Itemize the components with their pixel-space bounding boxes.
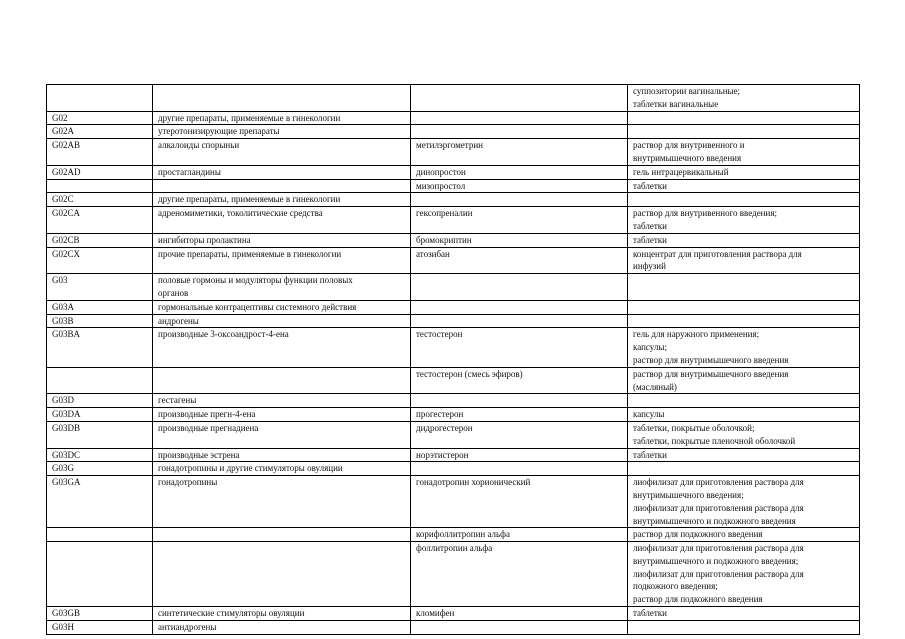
dosage-forms-cell: [628, 367, 860, 394]
atc-group-cell: гормональные контрацептивы системного действия: [153, 300, 411, 314]
dosage-forms-cell: [628, 421, 860, 448]
atc-code-cell: [47, 528, 153, 542]
atc-group-cell: [153, 274, 411, 301]
drug-name-cell: прогестерон: [411, 408, 628, 422]
drug-name-cell: мизопростол: [411, 179, 628, 193]
dosage-forms-cell: капсулы: [628, 408, 860, 422]
table-row: [47, 528, 860, 542]
dosage-forms-cell: [628, 85, 860, 112]
dosage-forms-cell: [628, 274, 860, 301]
atc-group-cell: алкалоиды спорыньи: [153, 139, 411, 166]
drug-name-cell: атозибан: [411, 247, 628, 274]
dosage-forms-cell: [628, 125, 860, 139]
dosage-forms-cell: [628, 476, 860, 528]
table-row: [47, 421, 860, 448]
table-row: [47, 111, 860, 125]
drug-name-cell: гексопреналин: [411, 207, 628, 234]
atc-code-cell: [47, 179, 153, 193]
atc-code-cell: G02A: [47, 125, 153, 139]
atc-group-cell: [153, 528, 411, 542]
table-row: [47, 193, 860, 207]
atc-code-cell: [47, 542, 153, 607]
table-row: [47, 408, 860, 422]
atc-group-cell: [153, 367, 411, 394]
table-row: [47, 165, 860, 179]
table-row: [47, 620, 860, 634]
drug-name-cell: метилэргометрин: [411, 139, 628, 166]
table-row: [47, 542, 860, 607]
cell-text-line: капсулы;: [633, 342, 667, 353]
atc-group-cell: андрогены: [153, 314, 411, 328]
drug-name-cell: [411, 300, 628, 314]
atc-group-cell: утеротонизирующие препараты: [153, 125, 411, 139]
table-body: [47, 85, 860, 635]
atc-code-cell: G02CB: [47, 233, 153, 247]
cell-text-line: концентрат для приготовления раствора для: [633, 248, 802, 259]
atc-code-cell: G03B: [47, 314, 153, 328]
drug-name-cell: [411, 314, 628, 328]
cell-text-line: таблетки вагинальные: [633, 98, 719, 109]
atc-code-cell: [47, 85, 153, 112]
atc-code-cell: G02CA: [47, 207, 153, 234]
atc-code-cell: [47, 367, 153, 394]
atc-group-cell: синтетические стимуляторы овуляции: [153, 607, 411, 621]
drug-name-cell: [411, 394, 628, 408]
atc-group-cell: гонадотропины и другие стимуляторы овуляции: [153, 462, 411, 476]
atc-code-cell: G03G: [47, 462, 153, 476]
atc-group-cell: [153, 85, 411, 112]
atc-group-cell: производные 3-оксоандрост-4-ена: [153, 328, 411, 367]
atc-group-cell: производные прегн-4-ена: [153, 408, 411, 422]
table-row: [47, 139, 860, 166]
atc-group-cell: гонадотропины: [153, 476, 411, 528]
table-row: [47, 328, 860, 367]
cell-text-line: (масляный): [633, 381, 677, 392]
atc-group-cell: адреномиметики, токолитические средства: [153, 207, 411, 234]
drug-name-cell: тестостерон: [411, 328, 628, 367]
dosage-forms-cell: [628, 300, 860, 314]
atc-group-cell: производные прегнадиена: [153, 421, 411, 448]
dosage-forms-cell: [628, 462, 860, 476]
drug-name-cell: [411, 462, 628, 476]
cell-text-line: раствор для внутримышечного введения: [633, 368, 789, 379]
table-row: [47, 314, 860, 328]
dosage-forms-cell: [628, 620, 860, 634]
atc-group-cell: производные эстрена: [153, 448, 411, 462]
drug-name-cell: норэтистерон: [411, 448, 628, 462]
dosage-forms-cell: таблетки: [628, 179, 860, 193]
atc-group-cell: [153, 179, 411, 193]
cell-text-line: таблетки, покрытые оболочкой;: [633, 422, 755, 433]
drug-name-cell: бромокриптин: [411, 233, 628, 247]
table-row: [47, 607, 860, 621]
drug-name-cell: кломифен: [411, 607, 628, 621]
cell-text-line: раствор для внутривенного и: [633, 140, 745, 151]
cell-text-line: внутримышечного и подкожного введения: [633, 515, 796, 526]
cell-text-line: таблетки, покрытые пленочной оболочкой: [633, 435, 796, 446]
cell-text-line: раствор для внутримышечного введения: [633, 354, 789, 365]
table-row: [47, 233, 860, 247]
atc-code-cell: G02AD: [47, 165, 153, 179]
atc-code-cell: G02AB: [47, 139, 153, 166]
atc-code-cell: G02CX: [47, 247, 153, 274]
atc-code-cell: G03H: [47, 620, 153, 634]
atc-code-cell: G03GB: [47, 607, 153, 621]
dosage-forms-cell: [628, 111, 860, 125]
cell-text-line: половые гормоны и модуляторы функции половых: [158, 275, 353, 286]
cell-text-line: подкожного введения;: [633, 581, 718, 592]
cell-text-line: внутримышечного и подкожного введения;: [633, 555, 799, 566]
atc-group-cell: ингибиторы пролактина: [153, 233, 411, 247]
cell-text-line: лиофилизат для приготовления раствора для: [633, 477, 804, 488]
dosage-forms-cell: таблетки: [628, 233, 860, 247]
cell-text-line: органов: [158, 287, 189, 298]
table-row: [47, 274, 860, 301]
cell-text-line: суппозитории вагинальные;: [633, 86, 741, 96]
dosage-forms-cell: [628, 314, 860, 328]
drug-name-cell: корифоллитропин альфа: [411, 528, 628, 542]
atc-code-cell: G03A: [47, 300, 153, 314]
table-row: [47, 300, 860, 314]
atc-group-cell: простагландины: [153, 165, 411, 179]
atc-group-cell: [153, 542, 411, 607]
cell-text-line: внутримышечного введения;: [633, 489, 744, 500]
cell-text-line: лиофилизат для приготовления раствора для: [633, 502, 804, 513]
atc-code-cell: G03DC: [47, 448, 153, 462]
drug-name-cell: [411, 620, 628, 634]
drug-name-cell: тестостерон (смесь эфиров): [411, 367, 628, 394]
dosage-forms-cell: [628, 247, 860, 274]
cell-text-line: внутримышечного введения: [633, 152, 742, 163]
dosage-forms-cell: таблетки: [628, 448, 860, 462]
atc-code-cell: G03D: [47, 394, 153, 408]
table-row: [47, 125, 860, 139]
atc-group-cell: антиандрогены: [153, 620, 411, 634]
atc-code-cell: G02: [47, 111, 153, 125]
dosage-forms-cell: [628, 139, 860, 166]
drug-name-cell: дидрогестерон: [411, 421, 628, 448]
table-row: [47, 448, 860, 462]
atc-group-cell: гестагены: [153, 394, 411, 408]
drug-list-table: [46, 84, 860, 635]
drug-name-cell: гонадотропин хорионический: [411, 476, 628, 528]
atc-code-cell: G02C: [47, 193, 153, 207]
table-row: [47, 179, 860, 193]
atc-code-cell: G03GA: [47, 476, 153, 528]
cell-text-line: лиофилизат для приготовления раствора для: [633, 543, 804, 554]
table-row: [47, 367, 860, 394]
drug-name-cell: [411, 125, 628, 139]
atc-group-cell: другие препараты, применяемые в гинекологии: [153, 111, 411, 125]
atc-code-cell: G03DB: [47, 421, 153, 448]
table-row: [47, 462, 860, 476]
table-row: [47, 85, 860, 112]
dosage-forms-cell: [628, 193, 860, 207]
cell-text-line: гель для наружного применения;: [633, 329, 760, 340]
dosage-forms-cell: [628, 542, 860, 607]
drug-name-cell: [411, 193, 628, 207]
drug-name-cell: фоллитропин альфа: [411, 542, 628, 607]
atc-group-cell: прочие препараты, применяемые в гинекологии: [153, 247, 411, 274]
drug-name-cell: динопростон: [411, 165, 628, 179]
drug-name-cell: [411, 85, 628, 112]
cell-text-line: раствор для внутривенного введения;: [633, 208, 777, 219]
cell-text-line: инфузий: [633, 261, 666, 272]
atc-code-cell: G03: [47, 274, 153, 301]
table-row: [47, 476, 860, 528]
dosage-forms-cell: [628, 394, 860, 408]
atc-group-cell: другие препараты, применяемые в гинекологии: [153, 193, 411, 207]
dosage-forms-cell: таблетки: [628, 607, 860, 621]
dosage-forms-cell: раствор для подкожного введения: [628, 528, 860, 542]
table-row: [47, 394, 860, 408]
dosage-forms-cell: [628, 328, 860, 367]
dosage-forms-cell: гель интрацервикальный: [628, 165, 860, 179]
atc-code-cell: G03DA: [47, 408, 153, 422]
cell-text-line: таблетки: [633, 220, 668, 231]
cell-text-line: лиофилизат для приготовления раствора для: [633, 568, 804, 579]
atc-code-cell: G03BA: [47, 328, 153, 367]
table-row: [47, 207, 860, 234]
drug-name-cell: [411, 111, 628, 125]
table-row: [47, 247, 860, 274]
drug-name-cell: [411, 274, 628, 301]
cell-text-line: раствор для подкожного введения: [633, 594, 763, 605]
dosage-forms-cell: [628, 207, 860, 234]
